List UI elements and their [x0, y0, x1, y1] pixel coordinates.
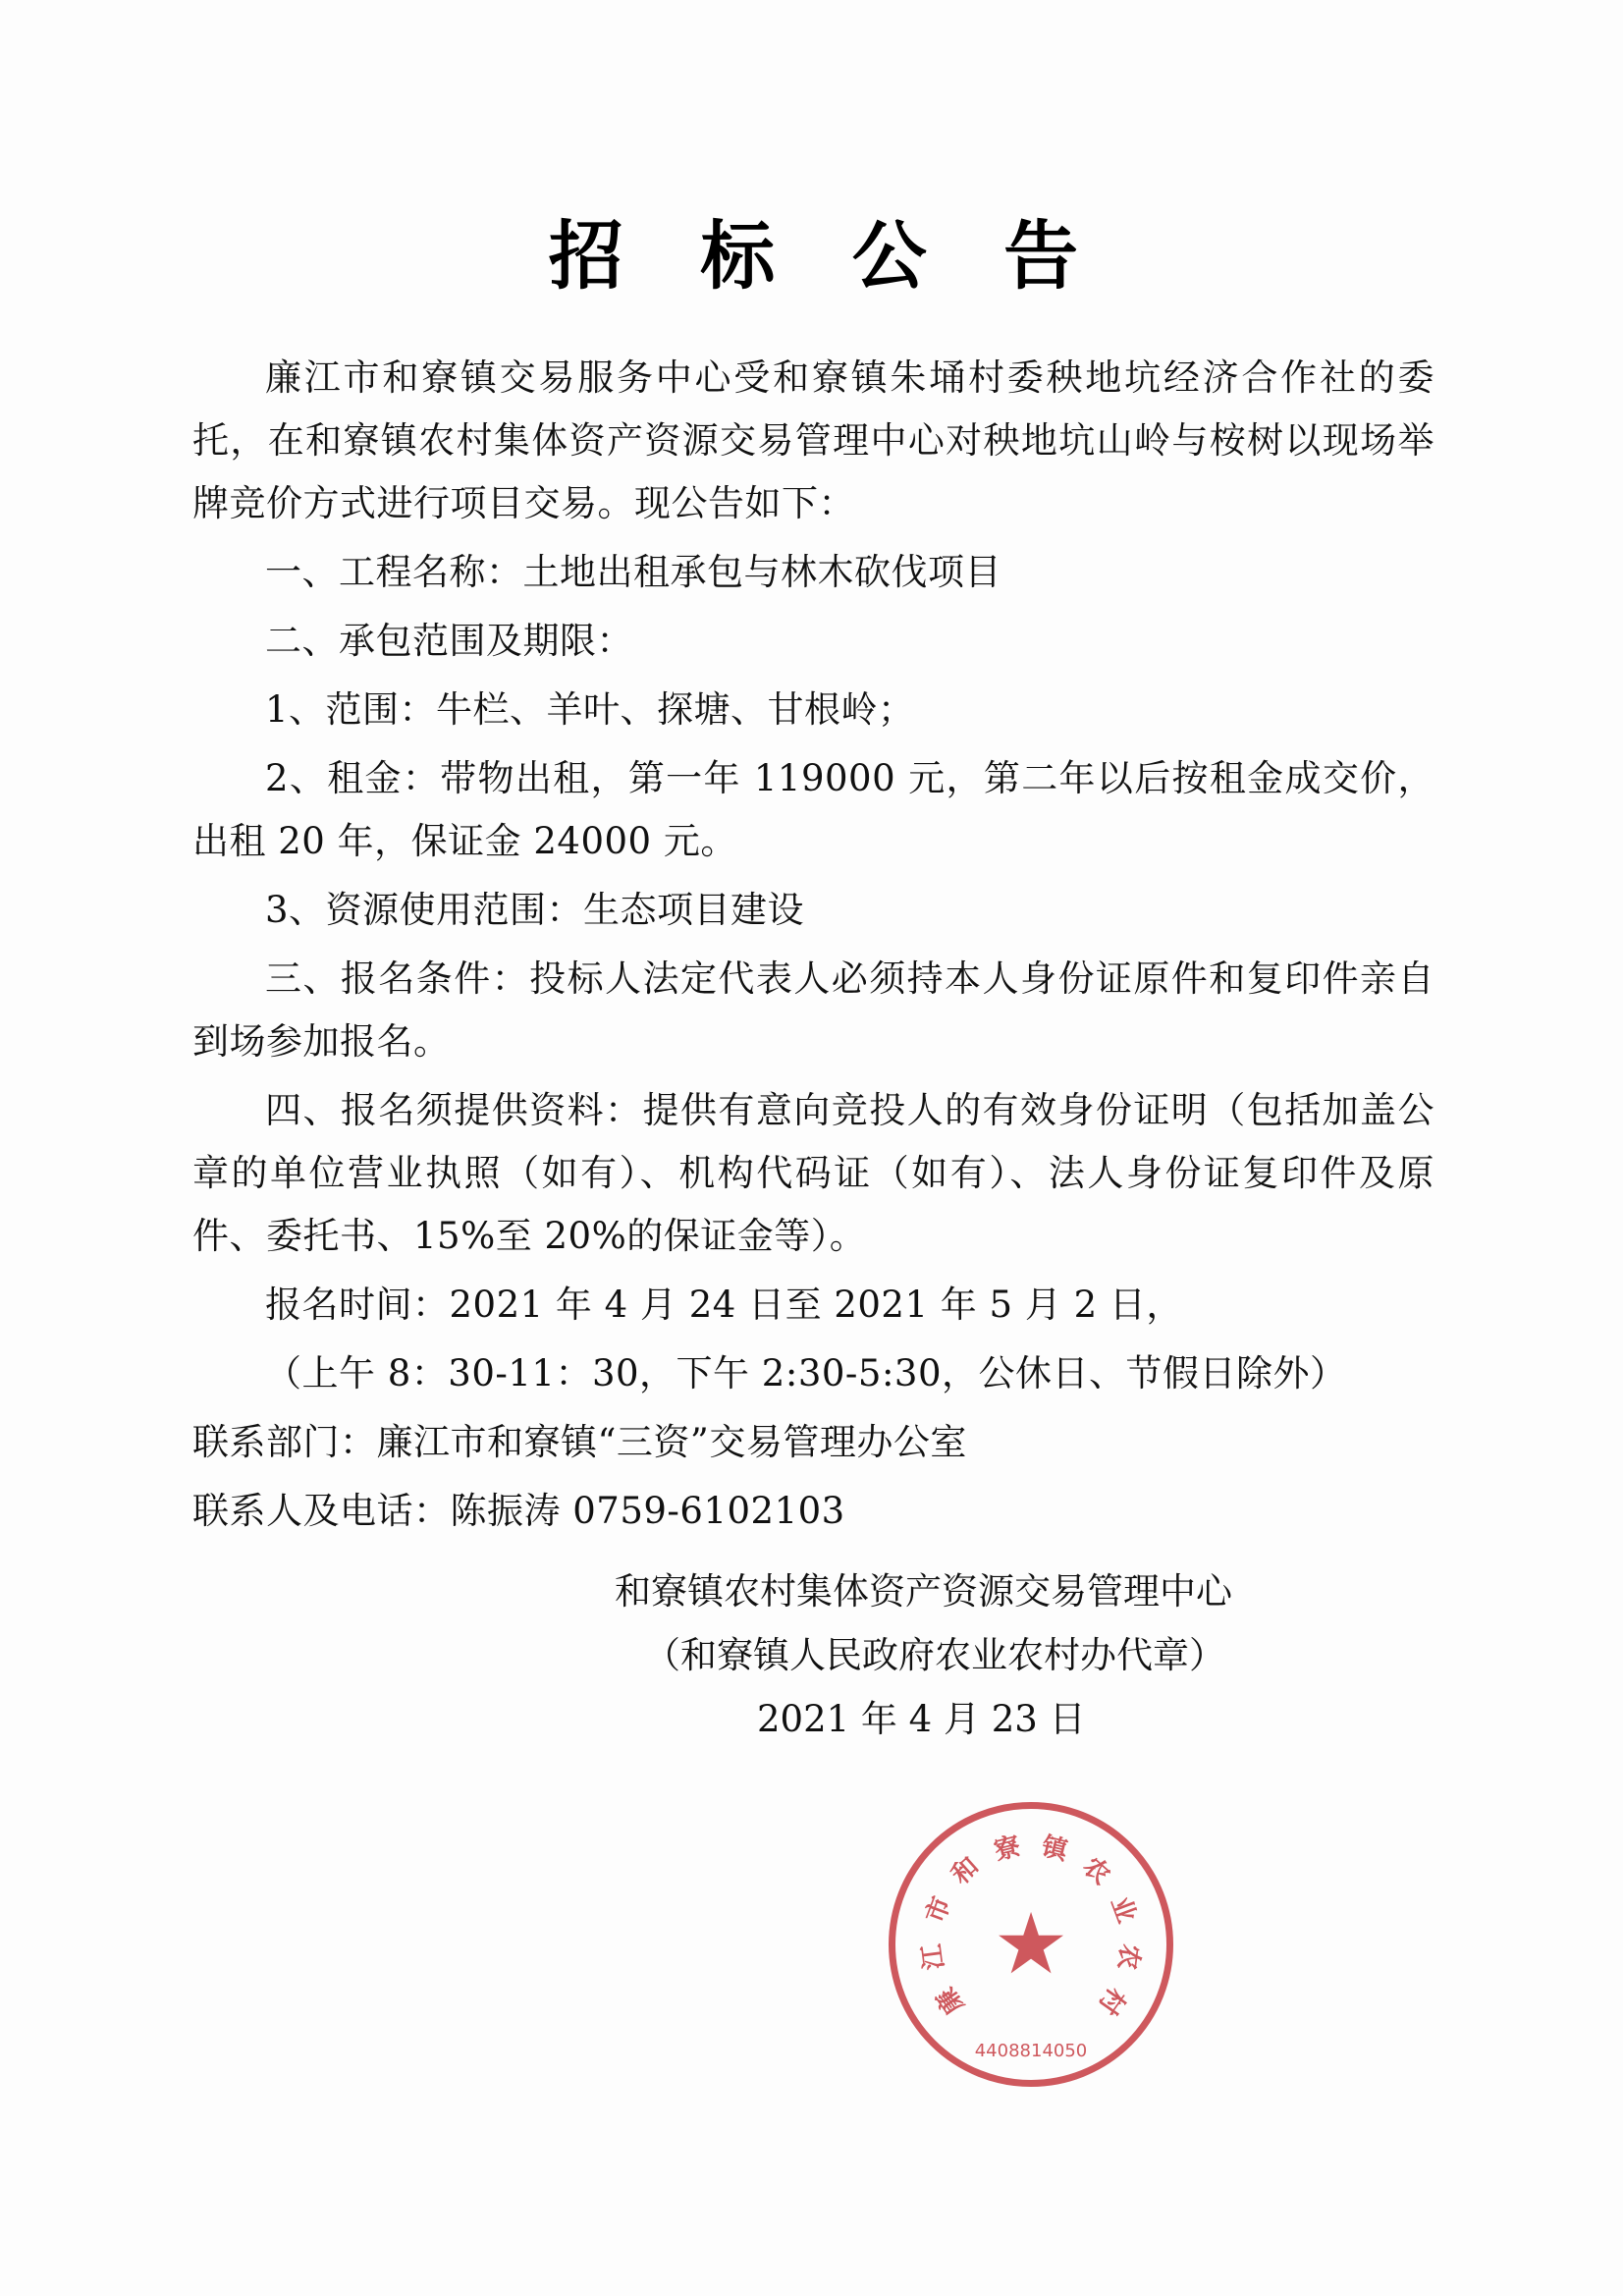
seal-arc-char: 寮 — [991, 1831, 1024, 1867]
seal-arc-char: 村 — [1092, 1982, 1131, 2020]
seal-arc-char: 镇 — [1038, 1831, 1071, 1867]
seal-code-text: 4408814050 — [974, 2041, 1088, 2061]
paragraph-registration-conditions: 三、报名条件：投标人法定代表人必须持本人身份证原件和复印件亲自到场参加报名。 — [192, 957, 1434, 1063]
paragraph-project-name: 一、工程名称：土地出租承包与林木砍伐项目 — [265, 551, 1001, 593]
seal-arc-char: 江 — [917, 1941, 950, 1972]
seal-arc-char: 市 — [920, 1892, 957, 1928]
seal-stamp-icon — [889, 1802, 1173, 2087]
seal-arc-char: 农 — [1076, 1851, 1116, 1891]
paragraph-usage-3: 3、资源使用范围：生态项目建设 — [265, 889, 805, 931]
paragraph-required-materials: 四、报名须提供资料：提供有意向竞投人的有效身份证明（包括加盖公章的单位营业执照（如有）、机构代码证（如有）、法人身份证复印件及原件、委托书、15%至 20%的保证金等）。 — [192, 1089, 1434, 1257]
official-seal — [889, 1802, 1173, 2087]
paragraph-registration-time: 报名时间：2021 年 4 月 24 日至 2021 年 5 月 2 日， — [265, 1284, 1183, 1326]
seal-outer-ring — [889, 1802, 1173, 2087]
seal-star-icon: ★ — [993, 1895, 1069, 1994]
seal-arc-char: 和 — [946, 1851, 986, 1891]
paragraph-scope-heading: 二、承包范围及期限： — [265, 620, 633, 662]
document-body — [192, 196, 1434, 1751]
paragraph-scope-1: 1、范围：牛栏、羊叶、探塘、甘根岭； — [265, 688, 915, 731]
paragraph-office-hours: （上午 8：30-11：30，下午 2:30-5:30，公休日、节假日除外） — [265, 1352, 1347, 1394]
paragraph-rent-2: 2、租金：带物出租，第一年 119000 元，第二年以后按租金成交价，出租 20 年，保证金 24000 元。 — [192, 757, 1434, 862]
paragraph-contact-department: 联系部门：廉江市和寮镇“三资”交易管理办公室 — [192, 1421, 967, 1463]
page-title: 招 标 公 告 — [548, 212, 1105, 300]
signature-block — [192, 1560, 1434, 1751]
seal-arc-char: 廉 — [931, 1982, 970, 2020]
paragraph-intro: 廉江市和寮镇交易服务中心受和寮镇朱埇村委秧地坑经济合作社的委托，在和寮镇农村集体资产资源交易管理中心对秧地坑山岭与桉树以现场举牌竞价方式进行项目交易。现公告如下： — [192, 356, 1434, 524]
seal-arc-text — [889, 1802, 1173, 2087]
signature-date: 2021 年 4 月 23 日 — [757, 1697, 1086, 1740]
signature-note: （和寮镇人民政府农业农村办代章） — [644, 1633, 1225, 1676]
seal-arc-char: 农 — [1111, 1941, 1145, 1972]
signature-organization: 和寮镇农村集体资产资源交易管理中心 — [615, 1570, 1232, 1613]
seal-arc-char: 业 — [1105, 1892, 1142, 1928]
paragraph-contact-person: 联系人及电话：陈振涛 0759-6102103 — [192, 1490, 845, 1532]
